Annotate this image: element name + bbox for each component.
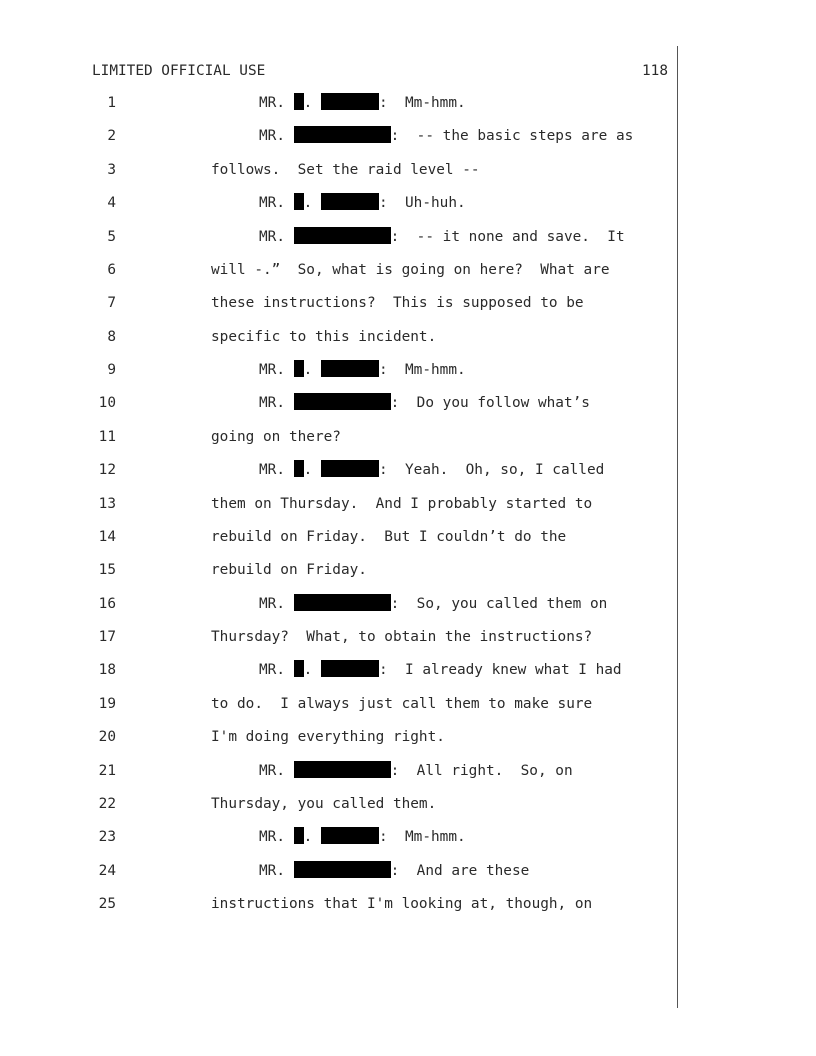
redaction-block bbox=[321, 93, 379, 110]
transcript-line bbox=[0, 392, 677, 414]
redaction-block bbox=[294, 227, 391, 244]
classification-label: LIMITED OFFICIAL USE bbox=[92, 63, 266, 79]
speaker-prefix: MR. bbox=[259, 228, 285, 245]
line-number: 6 bbox=[107, 261, 116, 278]
transcript-line bbox=[0, 192, 677, 214]
line-text: rebuild on Friday. bbox=[211, 562, 367, 579]
line-number: 11 bbox=[98, 428, 116, 445]
speech-text: Mm-hmm. bbox=[405, 362, 466, 378]
page-header bbox=[92, 61, 668, 81]
speaker-prefix: MR. bbox=[259, 862, 285, 879]
line-text: Thursday, you called them. bbox=[211, 795, 437, 812]
line-number: 2 bbox=[107, 128, 116, 145]
line-text: MR. . : Mm-hmm. bbox=[259, 95, 466, 111]
speech-text: I already knew what I had bbox=[405, 662, 622, 679]
line-number: 18 bbox=[98, 662, 116, 679]
speaker-prefix: MR. bbox=[259, 95, 285, 111]
line-number: 23 bbox=[98, 829, 116, 846]
line-text: MR. . : Uh-huh. bbox=[259, 195, 466, 212]
line-text: MR. : -- it none and save. It bbox=[259, 228, 625, 245]
redaction-block bbox=[294, 594, 391, 611]
redaction-block bbox=[294, 360, 304, 377]
line-number: 21 bbox=[98, 762, 116, 779]
line-text: MR. . : I already knew what I had bbox=[259, 662, 622, 679]
line-number: 15 bbox=[98, 562, 116, 579]
speech-text: Do you follow what’s bbox=[416, 395, 590, 412]
line-number: 7 bbox=[107, 295, 116, 312]
line-text: MR. : -- the basic steps are as bbox=[259, 128, 634, 145]
transcript-line bbox=[0, 659, 677, 681]
transcript-line bbox=[0, 292, 677, 314]
transcript-line bbox=[0, 459, 677, 481]
speech-text: Mm-hmm. bbox=[405, 95, 466, 111]
redaction-block bbox=[294, 660, 304, 677]
line-text: MR. . : Mm-hmm. bbox=[259, 362, 466, 378]
page-number: 118 bbox=[642, 63, 668, 79]
redaction-block bbox=[294, 126, 391, 143]
line-text: instructions that I'm looking at, though, on bbox=[211, 896, 593, 912]
transcript-line bbox=[0, 826, 677, 848]
redaction-block bbox=[294, 393, 391, 410]
line-number: 8 bbox=[107, 328, 116, 345]
speech-text: And are these bbox=[416, 862, 530, 879]
speech-text: -- the basic steps are as bbox=[416, 128, 634, 145]
line-text: MR. . : Yeah. Oh, so, I called bbox=[259, 462, 605, 479]
line-text: will -.” So, what is going on here? What are bbox=[211, 261, 610, 278]
speaker-prefix: MR. bbox=[259, 462, 285, 479]
line-number: 5 bbox=[107, 228, 116, 245]
transcript-line bbox=[0, 626, 677, 648]
right-margin-rule bbox=[677, 46, 678, 1008]
transcript-line bbox=[0, 326, 677, 348]
line-text: them on Thursday. And I probably started to bbox=[211, 495, 593, 512]
transcript-line bbox=[0, 493, 677, 515]
speech-text: Yeah. Oh, so, I called bbox=[405, 462, 605, 479]
redaction-block bbox=[294, 761, 391, 778]
line-number: 14 bbox=[98, 528, 116, 545]
speech-text: Mm-hmm. bbox=[405, 829, 466, 846]
line-text: MR. : And are these bbox=[259, 862, 530, 879]
redaction-block bbox=[294, 93, 304, 110]
redaction-block bbox=[321, 660, 379, 677]
speaker-prefix: MR. bbox=[259, 128, 285, 145]
line-number: 1 bbox=[107, 95, 116, 111]
line-text: rebuild on Friday. But I couldn’t do the bbox=[211, 528, 567, 545]
line-number: 3 bbox=[107, 161, 116, 178]
redaction-block bbox=[294, 861, 391, 878]
transcript-line bbox=[0, 693, 677, 715]
line-text: MR. : Do you follow what’s bbox=[259, 395, 590, 412]
transcript-line bbox=[0, 760, 677, 782]
line-text: going on there? bbox=[211, 428, 341, 445]
transcript-line bbox=[0, 593, 677, 615]
line-text: MR. : All right. So, on bbox=[259, 762, 573, 779]
line-number: 25 bbox=[98, 896, 116, 912]
transcript-line bbox=[0, 259, 677, 281]
speaker-prefix: MR. bbox=[259, 362, 285, 378]
redaction-block bbox=[294, 193, 304, 210]
line-number: 19 bbox=[98, 695, 116, 712]
line-number: 4 bbox=[107, 195, 116, 212]
line-number: 16 bbox=[98, 595, 116, 612]
speech-text: So, you called them on bbox=[416, 595, 608, 612]
transcript-line bbox=[0, 726, 677, 748]
transcript-line bbox=[0, 559, 677, 581]
redaction-block bbox=[321, 360, 379, 377]
line-text: Thursday? What, to obtain the instructions? bbox=[211, 629, 593, 645]
speaker-prefix: MR. bbox=[259, 195, 285, 212]
line-text: specific to this incident. bbox=[211, 328, 437, 345]
transcript-line bbox=[0, 159, 677, 181]
transcript-line bbox=[0, 92, 677, 114]
line-text: MR. : So, you called them on bbox=[259, 595, 608, 612]
speaker-prefix: MR. bbox=[259, 595, 285, 612]
line-number: 24 bbox=[98, 862, 116, 879]
line-text: follows. Set the raid level -- bbox=[211, 161, 480, 178]
line-number: 22 bbox=[98, 795, 116, 812]
redaction-block bbox=[294, 827, 304, 844]
speech-text: All right. So, on bbox=[416, 762, 573, 779]
transcript-line bbox=[0, 893, 677, 915]
line-text: MR. . : Mm-hmm. bbox=[259, 829, 466, 846]
line-text: these instructions? This is supposed to be bbox=[211, 295, 584, 312]
transcript-line bbox=[0, 860, 677, 882]
speech-text: -- it none and save. It bbox=[416, 228, 625, 245]
speaker-prefix: MR. bbox=[259, 395, 285, 412]
transcript-line bbox=[0, 793, 677, 815]
redaction-block bbox=[321, 193, 379, 210]
transcript-line bbox=[0, 359, 677, 381]
transcript-line bbox=[0, 426, 677, 448]
redaction-block bbox=[321, 827, 379, 844]
transcript-line bbox=[0, 125, 677, 147]
speaker-prefix: MR. bbox=[259, 762, 285, 779]
line-text: to do. I always just call them to make sure bbox=[211, 695, 593, 712]
line-number: 9 bbox=[107, 362, 116, 378]
redaction-block bbox=[294, 460, 304, 477]
speaker-prefix: MR. bbox=[259, 662, 285, 679]
speaker-prefix: MR. bbox=[259, 829, 285, 846]
transcript-line bbox=[0, 226, 677, 248]
line-number: 12 bbox=[98, 462, 116, 479]
line-number: 10 bbox=[98, 395, 116, 412]
speech-text: Uh-huh. bbox=[405, 195, 466, 212]
redaction-block bbox=[321, 460, 379, 477]
line-number: 17 bbox=[98, 629, 116, 645]
line-number: 13 bbox=[98, 495, 116, 512]
line-number: 20 bbox=[98, 729, 116, 746]
transcript-line bbox=[0, 526, 677, 548]
line-text: I'm doing everything right. bbox=[211, 729, 445, 746]
